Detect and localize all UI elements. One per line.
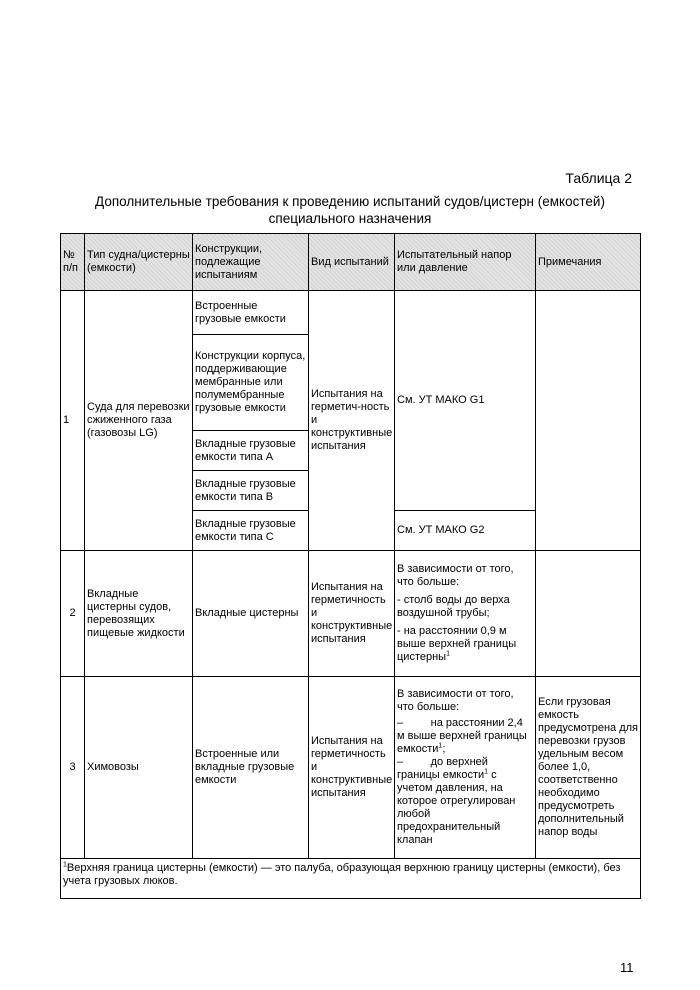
footnote-ref: 1: [438, 742, 443, 750]
footnote-ref: 1: [446, 650, 450, 658]
footnote-row: [61, 859, 641, 899]
row1-pressure-1: См. УТ МАКО G1: [395, 291, 536, 511]
row1-notes: [536, 291, 641, 551]
header-type: Тип судна/цистерны (емкости): [85, 234, 193, 291]
row2-test-kind: Испытания на герметичность и конструктивные испытания: [309, 551, 395, 677]
table-row: [61, 291, 641, 335]
row3-pressure-b-dash: –: [397, 756, 404, 768]
header-constructions: Конструкции, подлежащие испытаниям: [193, 234, 309, 291]
row2-pressure-b-wrap: [397, 625, 533, 664]
page-number: 11: [620, 960, 634, 975]
footnote: [61, 859, 641, 899]
row3-constructions: Встроенные или вкладные грузовые емкости: [193, 677, 309, 859]
requirements-table: [60, 233, 641, 899]
header-notes: Примечания: [536, 234, 641, 291]
row2-pressure-a: - столб воды до верха воздушной трубы;: [397, 594, 510, 619]
row3-pressure-a-wrap: [397, 717, 533, 756]
header-row: [61, 234, 641, 291]
footnote-ref: 1: [484, 768, 489, 776]
row3-pressure-intro: В зависимости от того, что больше:: [397, 688, 514, 713]
row3-pressure-a: на расстоянии 2,4 м выше верхней границы емкости: [397, 717, 527, 755]
row3-pressure-b1: до верхней границы емкости: [397, 756, 488, 781]
footnote-marker: 1: [63, 861, 67, 869]
footnote-text: Верхняя граница цистерны (емкости) — это палуба, образующая верхнюю границу цистерны (емкости), без учета грузовых люков.: [63, 862, 621, 887]
row3-pressure-a-dash: –: [397, 717, 404, 729]
row3-pressure-b-wrap: [397, 756, 533, 847]
table-row: [61, 551, 641, 677]
row3-test-kind: Испытания на герметичность и конструктивные испытания: [309, 677, 395, 859]
document-title: [60, 193, 640, 227]
header-num: № п/п: [61, 234, 85, 291]
title-line-1: Дополнительные требования к проведению испытаний судов/цистерн (емкостей): [95, 194, 605, 209]
header-pressure: Испытательный напор или давление: [395, 234, 536, 291]
row2-type: Вкладные цистерны судов, перевозящих пищевые жидкости: [85, 551, 193, 677]
row1-num: 1: [61, 291, 85, 551]
row1-construction-2: Конструкции корпуса, поддерживающие мембранные или полумембранные грузовые емкости: [193, 335, 309, 431]
row2-num: 2: [61, 551, 85, 677]
row3-pressure: [395, 677, 536, 859]
row3-num: 3: [61, 677, 85, 859]
row3-type: Химовозы: [85, 677, 193, 859]
row1-construction-5: Вкладные грузовые емкости типа C: [193, 511, 309, 551]
row2-pressure: [395, 551, 536, 677]
row3-pressure-b2: с учетом давления, на которое отрегулирован любой предохранительный клапан: [397, 769, 516, 846]
row2-constructions: Вкладные цистерны: [193, 551, 309, 677]
table-label: Таблица 2: [565, 170, 632, 186]
row3-notes: Если грузовая емкость предусмотрена для перевозки грузов удельным весом более 1,0, соответственно необходимо предусмотреть дополнительный напор воды: [536, 677, 641, 859]
table-row: [61, 677, 641, 859]
row1-construction-4: Вкладные грузовые емкости типа B: [193, 471, 309, 511]
row1-construction-3: Вкладные грузовые емкости типа A: [193, 431, 309, 471]
row1-pressure-2: См. УТ МАКО G2: [395, 511, 536, 551]
row2-pressure-b: - на расстоянии 0,9 м выше верхней границы цистерны: [397, 625, 517, 663]
row1-test-kind: Испытания на герметич-ность и конструктивные испытания: [309, 291, 395, 551]
row2-notes: [536, 551, 641, 677]
row2-pressure-intro: В зависимости от того, что больше:: [397, 563, 514, 588]
row1-type: Суда для перевозки сжиженного газа (газовозы LG): [85, 291, 193, 551]
header-test-kind: Вид испытаний: [309, 234, 395, 291]
row3-pressure-a-end: ;: [442, 743, 446, 755]
title-line-2: специального назначения: [268, 211, 432, 226]
row1-construction-1: Встроенные грузовые емкости: [193, 291, 309, 335]
